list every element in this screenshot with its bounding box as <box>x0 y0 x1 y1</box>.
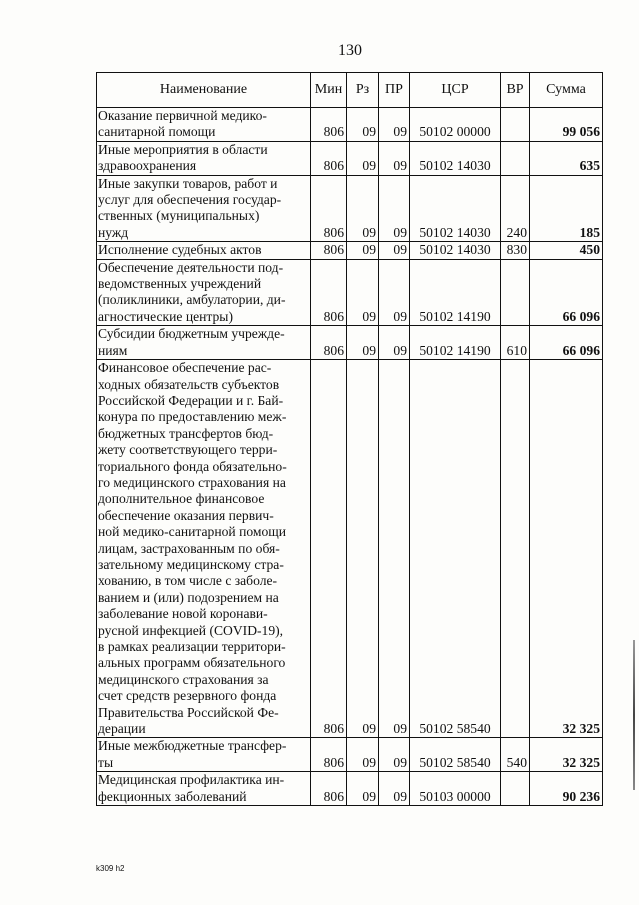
row-vr <box>501 259 530 326</box>
row-name-line: заболевание новой коронави- <box>98 606 268 622</box>
row-name <box>97 108 311 142</box>
table-row <box>97 259 603 326</box>
row-name-line: дополнительное финансовое <box>98 491 265 507</box>
row-name-line: фекционных заболеваний <box>98 788 247 804</box>
row-name-line: счет средств резервного фонда <box>98 688 277 704</box>
row-name <box>97 259 311 326</box>
row-rz: 09 <box>347 360 379 738</box>
row-name-line: ственных (муниципальных) <box>98 208 260 224</box>
row-name-line: Иные мероприятия в области <box>98 141 268 157</box>
row-pr: 09 <box>379 360 410 738</box>
row-pr: 09 <box>379 141 410 175</box>
table-row <box>97 141 603 175</box>
table-row <box>97 326 603 360</box>
row-vr <box>501 772 530 806</box>
row-csr: 50102 14190 <box>410 326 501 360</box>
row-csr: 50102 58540 <box>410 360 501 738</box>
footer-code: k309 h2 <box>96 864 125 873</box>
row-name-line: альных программ обязательного <box>98 655 286 671</box>
row-name-line: хованию, в том числе с заболе- <box>98 573 278 589</box>
row-sum: 32 325 <box>530 738 603 772</box>
row-name-line: лицам, застрахованным по обя- <box>98 540 280 556</box>
row-pr: 09 <box>379 259 410 326</box>
row-rz: 09 <box>347 242 379 259</box>
header-rz: Рз <box>347 73 379 108</box>
row-name-line: агностические центры) <box>98 308 233 324</box>
row-name-line: Субсидии бюджетным учрежде- <box>98 326 285 342</box>
row-min: 806 <box>311 738 347 772</box>
header-csr: ЦСР <box>410 73 501 108</box>
row-csr: 50102 14190 <box>410 259 501 326</box>
row-name-line: бюджетных трансфертов бюд- <box>98 425 274 441</box>
row-min: 806 <box>311 242 347 259</box>
row-name <box>97 326 311 360</box>
row-name-line: ходных обязательств субъектов <box>98 376 280 392</box>
row-name-line: ной медико-санитарной помощи <box>98 524 287 540</box>
table-row <box>97 360 603 738</box>
row-vr <box>501 360 530 738</box>
row-pr: 09 <box>379 738 410 772</box>
row-vr: 540 <box>501 738 530 772</box>
row-name-line: Исполнение судебных актов <box>98 242 262 258</box>
row-csr: 50102 58540 <box>410 738 501 772</box>
row-name-line: в рамках реализации территори- <box>98 639 286 654</box>
row-rz: 09 <box>347 259 379 326</box>
row-name-line: Медицинская профилактика ин- <box>98 772 285 788</box>
row-min: 806 <box>311 259 347 326</box>
row-min: 806 <box>311 108 347 142</box>
row-csr: 50102 14030 <box>410 175 501 242</box>
row-vr <box>501 141 530 175</box>
table-row <box>97 175 603 242</box>
row-rz: 09 <box>347 141 379 175</box>
row-name-line: здравоохранения <box>98 158 197 174</box>
row-vr <box>501 108 530 142</box>
row-rz: 09 <box>347 108 379 142</box>
row-sum: 635 <box>530 141 603 175</box>
header-pr: ПР <box>379 73 410 108</box>
table-body <box>97 108 603 806</box>
header-sum: Сумма <box>530 73 603 108</box>
table-row <box>97 738 603 772</box>
row-sum: 66 096 <box>530 326 603 360</box>
row-name-line: русной инфекцией (COVID-19), <box>98 622 284 638</box>
row-min: 806 <box>311 360 347 738</box>
row-name <box>97 738 311 772</box>
scan-edge-mark <box>633 640 635 790</box>
row-name-line: жету соответствующего терри- <box>98 442 278 458</box>
row-name-line: дерации <box>98 721 146 737</box>
row-name <box>97 242 311 259</box>
row-name <box>97 772 311 806</box>
row-name-line: медицинского страхования за <box>98 671 269 687</box>
row-name-line: Иные закупки товаров, работ и <box>98 175 278 191</box>
row-csr: 50102 14030 <box>410 242 501 259</box>
row-name-line: ты <box>98 754 114 770</box>
row-rz: 09 <box>347 738 379 772</box>
row-name <box>97 175 311 242</box>
table-row <box>97 772 603 806</box>
row-sum: 66 096 <box>530 259 603 326</box>
row-name-line: Правительства Российской Фе- <box>98 704 279 720</box>
budget-table <box>96 72 603 806</box>
row-name-line: Российской Федерации и г. Бай- <box>98 392 284 408</box>
row-name-line: Финансовое обеспечение рас- <box>98 360 272 376</box>
row-csr: 50103 00000 <box>410 772 501 806</box>
row-min: 806 <box>311 772 347 806</box>
row-name-line: Оказание первичной медико- <box>98 108 267 123</box>
row-vr: 830 <box>501 242 530 259</box>
row-rz: 09 <box>347 326 379 360</box>
row-csr: 50102 00000 <box>410 108 501 142</box>
row-pr: 09 <box>379 175 410 242</box>
row-sum: 450 <box>530 242 603 259</box>
row-rz: 09 <box>347 175 379 242</box>
row-csr: 50102 14030 <box>410 141 501 175</box>
row-name <box>97 141 311 175</box>
table-row <box>97 242 603 259</box>
row-name-line: санитарной помощи <box>98 124 216 140</box>
row-vr: 240 <box>501 175 530 242</box>
row-sum: 185 <box>530 175 603 242</box>
row-pr: 09 <box>379 242 410 259</box>
row-min: 806 <box>311 141 347 175</box>
page-number: 130 <box>338 42 362 59</box>
row-name-line: конура по предоставлению меж- <box>98 409 287 425</box>
row-name-line: го медицинского страхования на <box>98 474 286 490</box>
row-name-line: обеспечение оказания первич- <box>98 507 274 523</box>
row-pr: 09 <box>379 108 410 142</box>
row-sum: 99 056 <box>530 108 603 142</box>
header-name: Наименование <box>97 73 311 108</box>
row-vr: 610 <box>501 326 530 360</box>
row-name-line: ведомственных учреждений <box>98 276 262 292</box>
row-name-line: (поликлиники, амбулатории, ди- <box>98 292 286 308</box>
row-name <box>97 360 311 738</box>
row-name-line: зательному медицинскому стра- <box>98 556 284 572</box>
table-header-row <box>97 73 603 108</box>
row-sum: 32 325 <box>530 360 603 738</box>
row-name-line: ториального фонда обязательно- <box>98 458 287 474</box>
row-name-line: ниям <box>98 342 128 358</box>
table-row <box>97 108 603 142</box>
row-pr: 09 <box>379 326 410 360</box>
row-name-line: Иные межбюджетные трансфер- <box>98 738 287 754</box>
row-name-line: ванием и (или) подозрением на <box>98 589 279 605</box>
row-rz: 09 <box>347 772 379 806</box>
row-min: 806 <box>311 326 347 360</box>
row-name-line: Обеспечение деятельности под- <box>98 259 284 275</box>
row-name-line: нужд <box>98 224 129 240</box>
row-pr: 09 <box>379 772 410 806</box>
row-sum: 90 236 <box>530 772 603 806</box>
row-name-line: услуг для обеспечения государ- <box>98 192 282 208</box>
header-min: Мин <box>311 73 347 108</box>
row-min: 806 <box>311 175 347 242</box>
header-vr: ВР <box>501 73 530 108</box>
